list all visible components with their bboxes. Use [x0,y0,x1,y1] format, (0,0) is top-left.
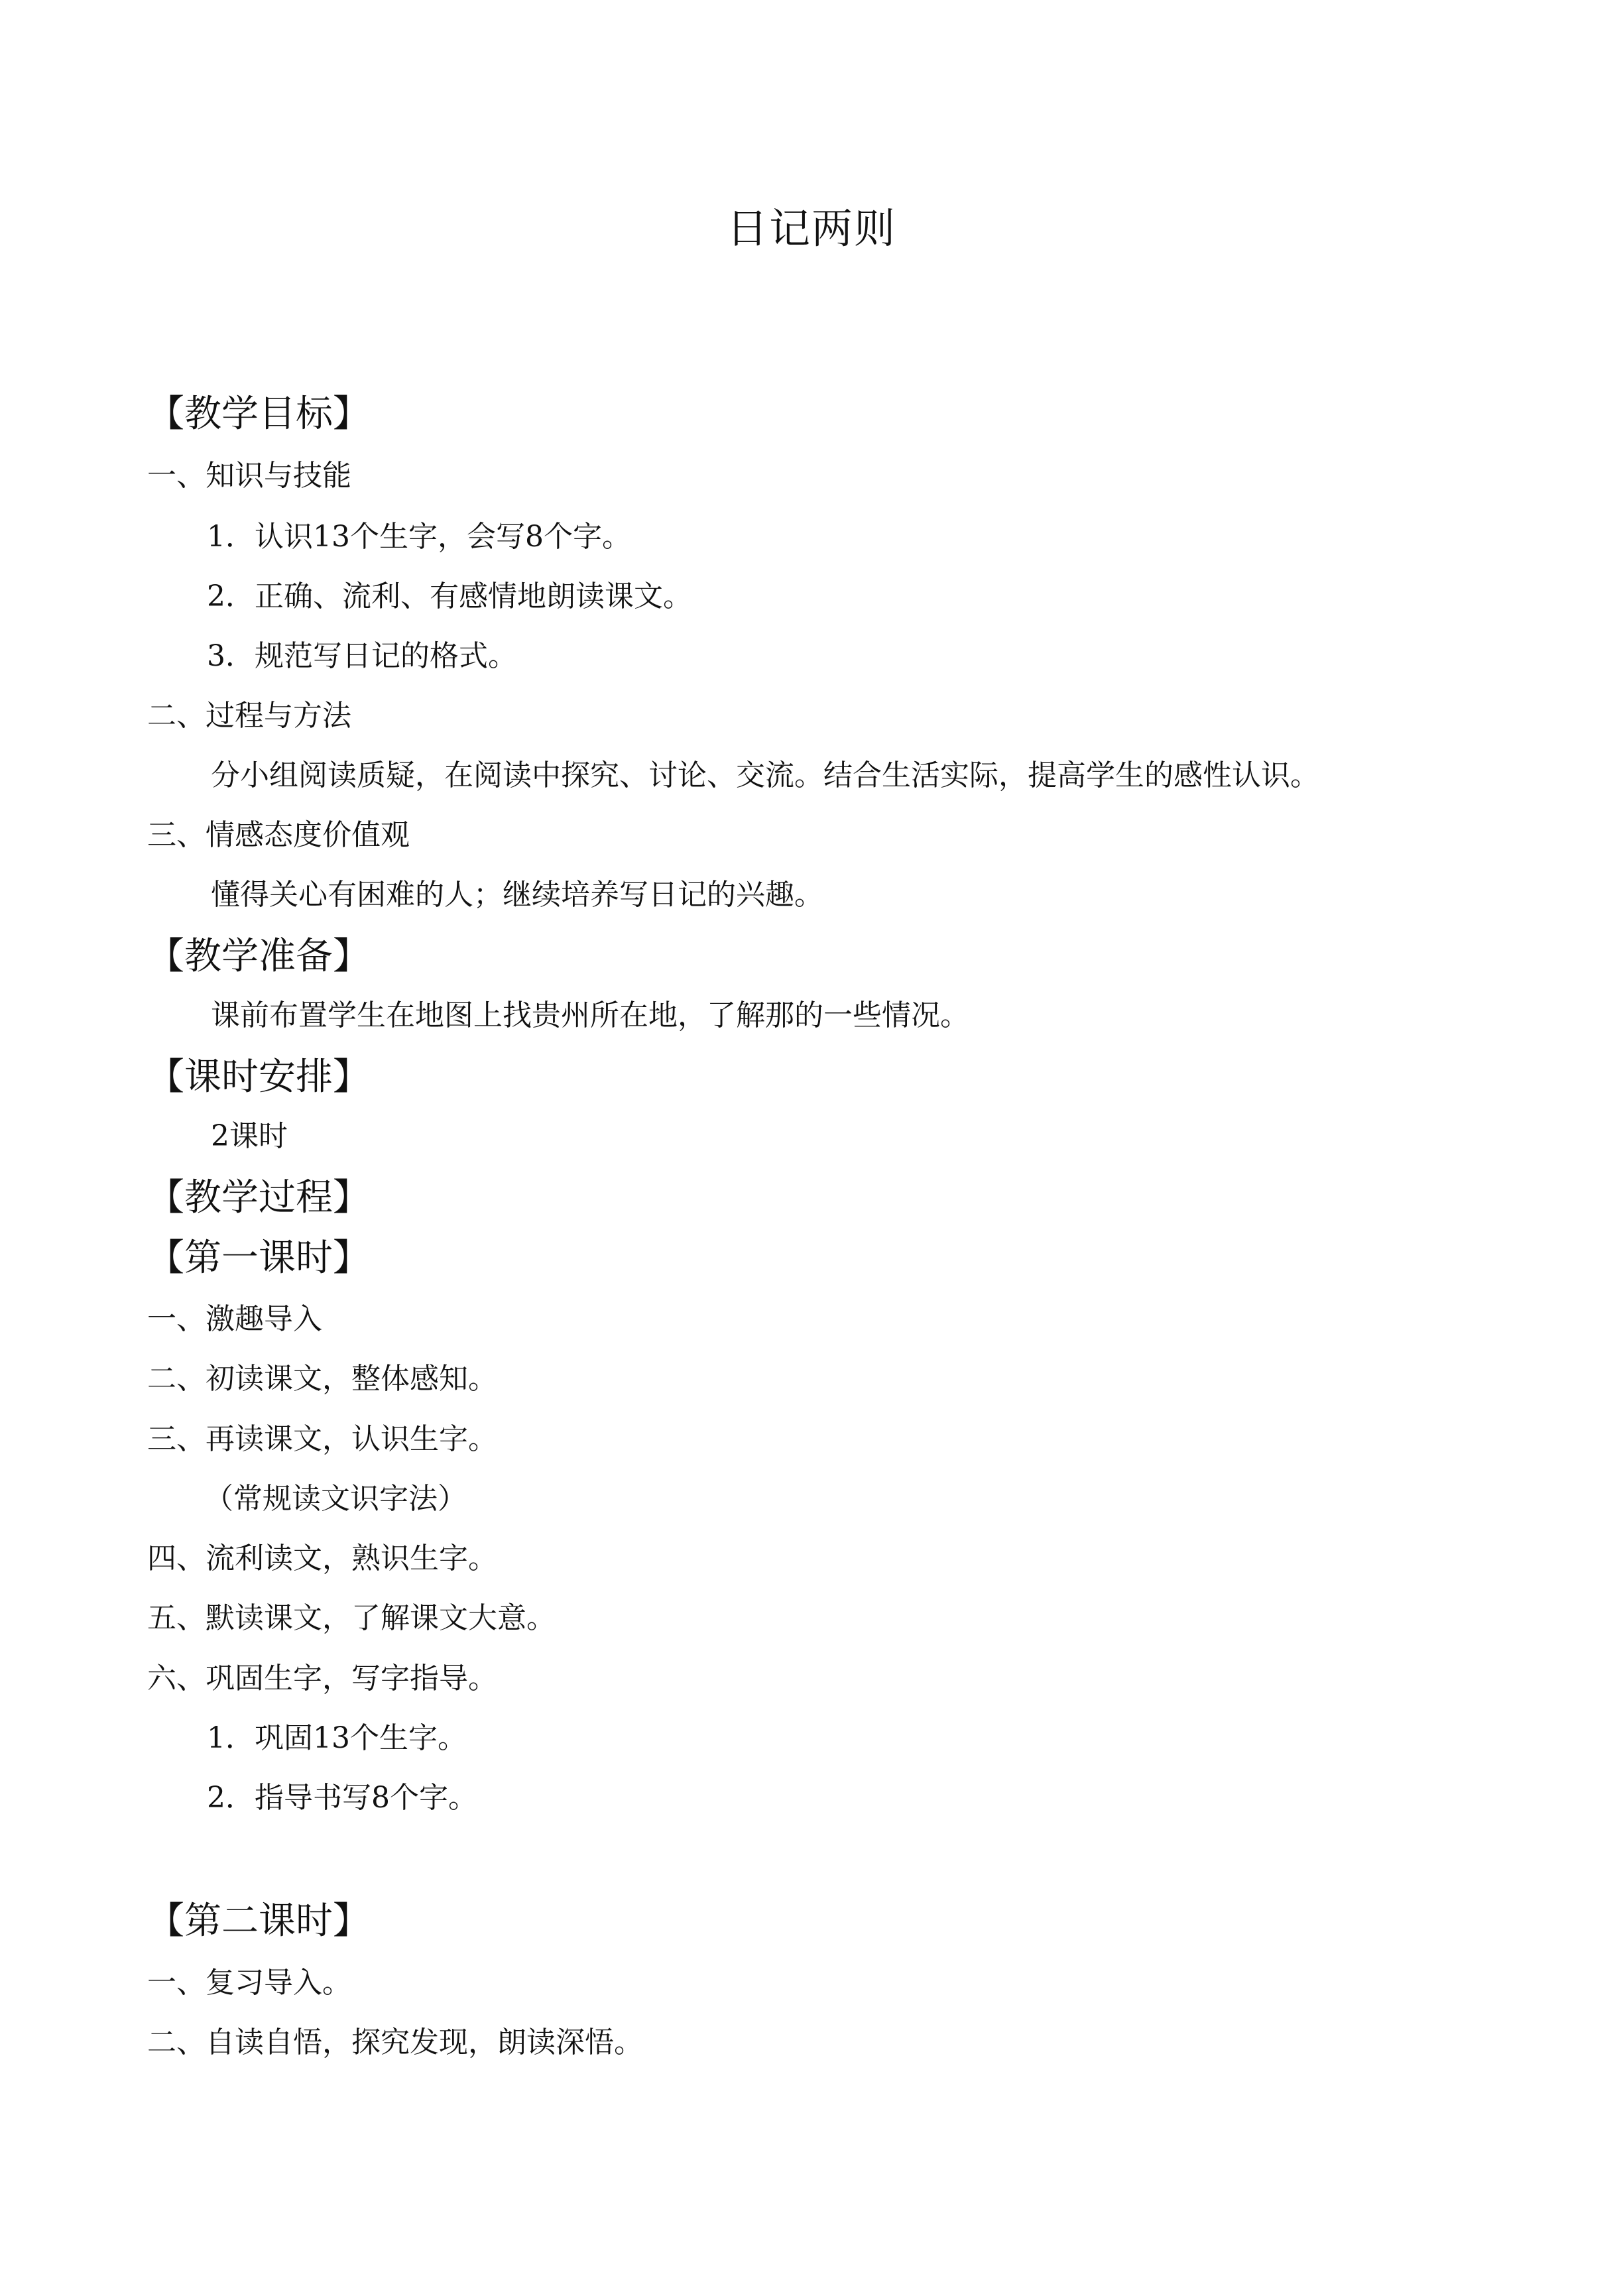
objective-part-emotion: 三、情感态度价值观 [147,818,410,852]
section-heading-preparation: 【教学准备】 [147,935,370,978]
objective-part-process: 二、过程与方法 [147,699,351,733]
lesson1-step-3: 三、再读课文，认识生字。 [147,1422,497,1456]
lesson1-step-2: 二、初读课文，整体感知。 [147,1362,497,1396]
objective-process-text: 分小组阅读质疑，在阅读中探究、讨论、交流。结合生活实际，提高学生的感性认识。 [211,758,1319,792]
lesson2-step-2: 二、自读自悟，探究发现，朗读深悟。 [147,2025,643,2059]
section-heading-lesson2: 【第二课时】 [147,1900,370,1943]
schedule-text: 2课时 [211,1119,288,1153]
lesson1-step-4: 四、流利读文，熟识生字。 [147,1541,497,1575]
objective-item-1: 1．认识13个生字，会写8个字。 [207,520,631,554]
lesson1-step-1: 一、激趣导入 [147,1302,322,1336]
section-heading-objectives: 【教学目标】 [147,393,370,436]
document-title: 日记两则 [726,204,896,253]
objective-emotion-text: 懂得关心有困难的人；继续培养写日记的兴趣。 [211,878,823,912]
lesson1-subitem-1: 1．巩固13个生字。 [207,1721,467,1755]
lesson1-note: （常规读文识字法） [204,1482,467,1516]
section-heading-process: 【教学过程】 [147,1176,370,1219]
lesson1-step-5: 五、默读课文，了解课文大意。 [147,1601,556,1635]
objective-part-knowledge: 一、知识与技能 [147,459,351,493]
preparation-text: 课前布置学生在地图上找贵州所在地，了解那的一些情况。 [211,998,969,1032]
objective-item-3: 3．规范写日记的格式。 [207,639,517,673]
lesson1-subitem-2: 2．指导书写8个字。 [207,1781,477,1815]
objective-item-2: 2．正确、流利、有感情地朗读课文。 [207,579,692,613]
lesson2-step-1: 一、复习导入。 [147,1966,351,2000]
section-heading-schedule: 【课时安排】 [147,1056,370,1099]
lesson1-step-6: 六、巩固生字，写字指导。 [147,1662,497,1695]
section-heading-lesson1: 【第一课时】 [147,1237,370,1280]
